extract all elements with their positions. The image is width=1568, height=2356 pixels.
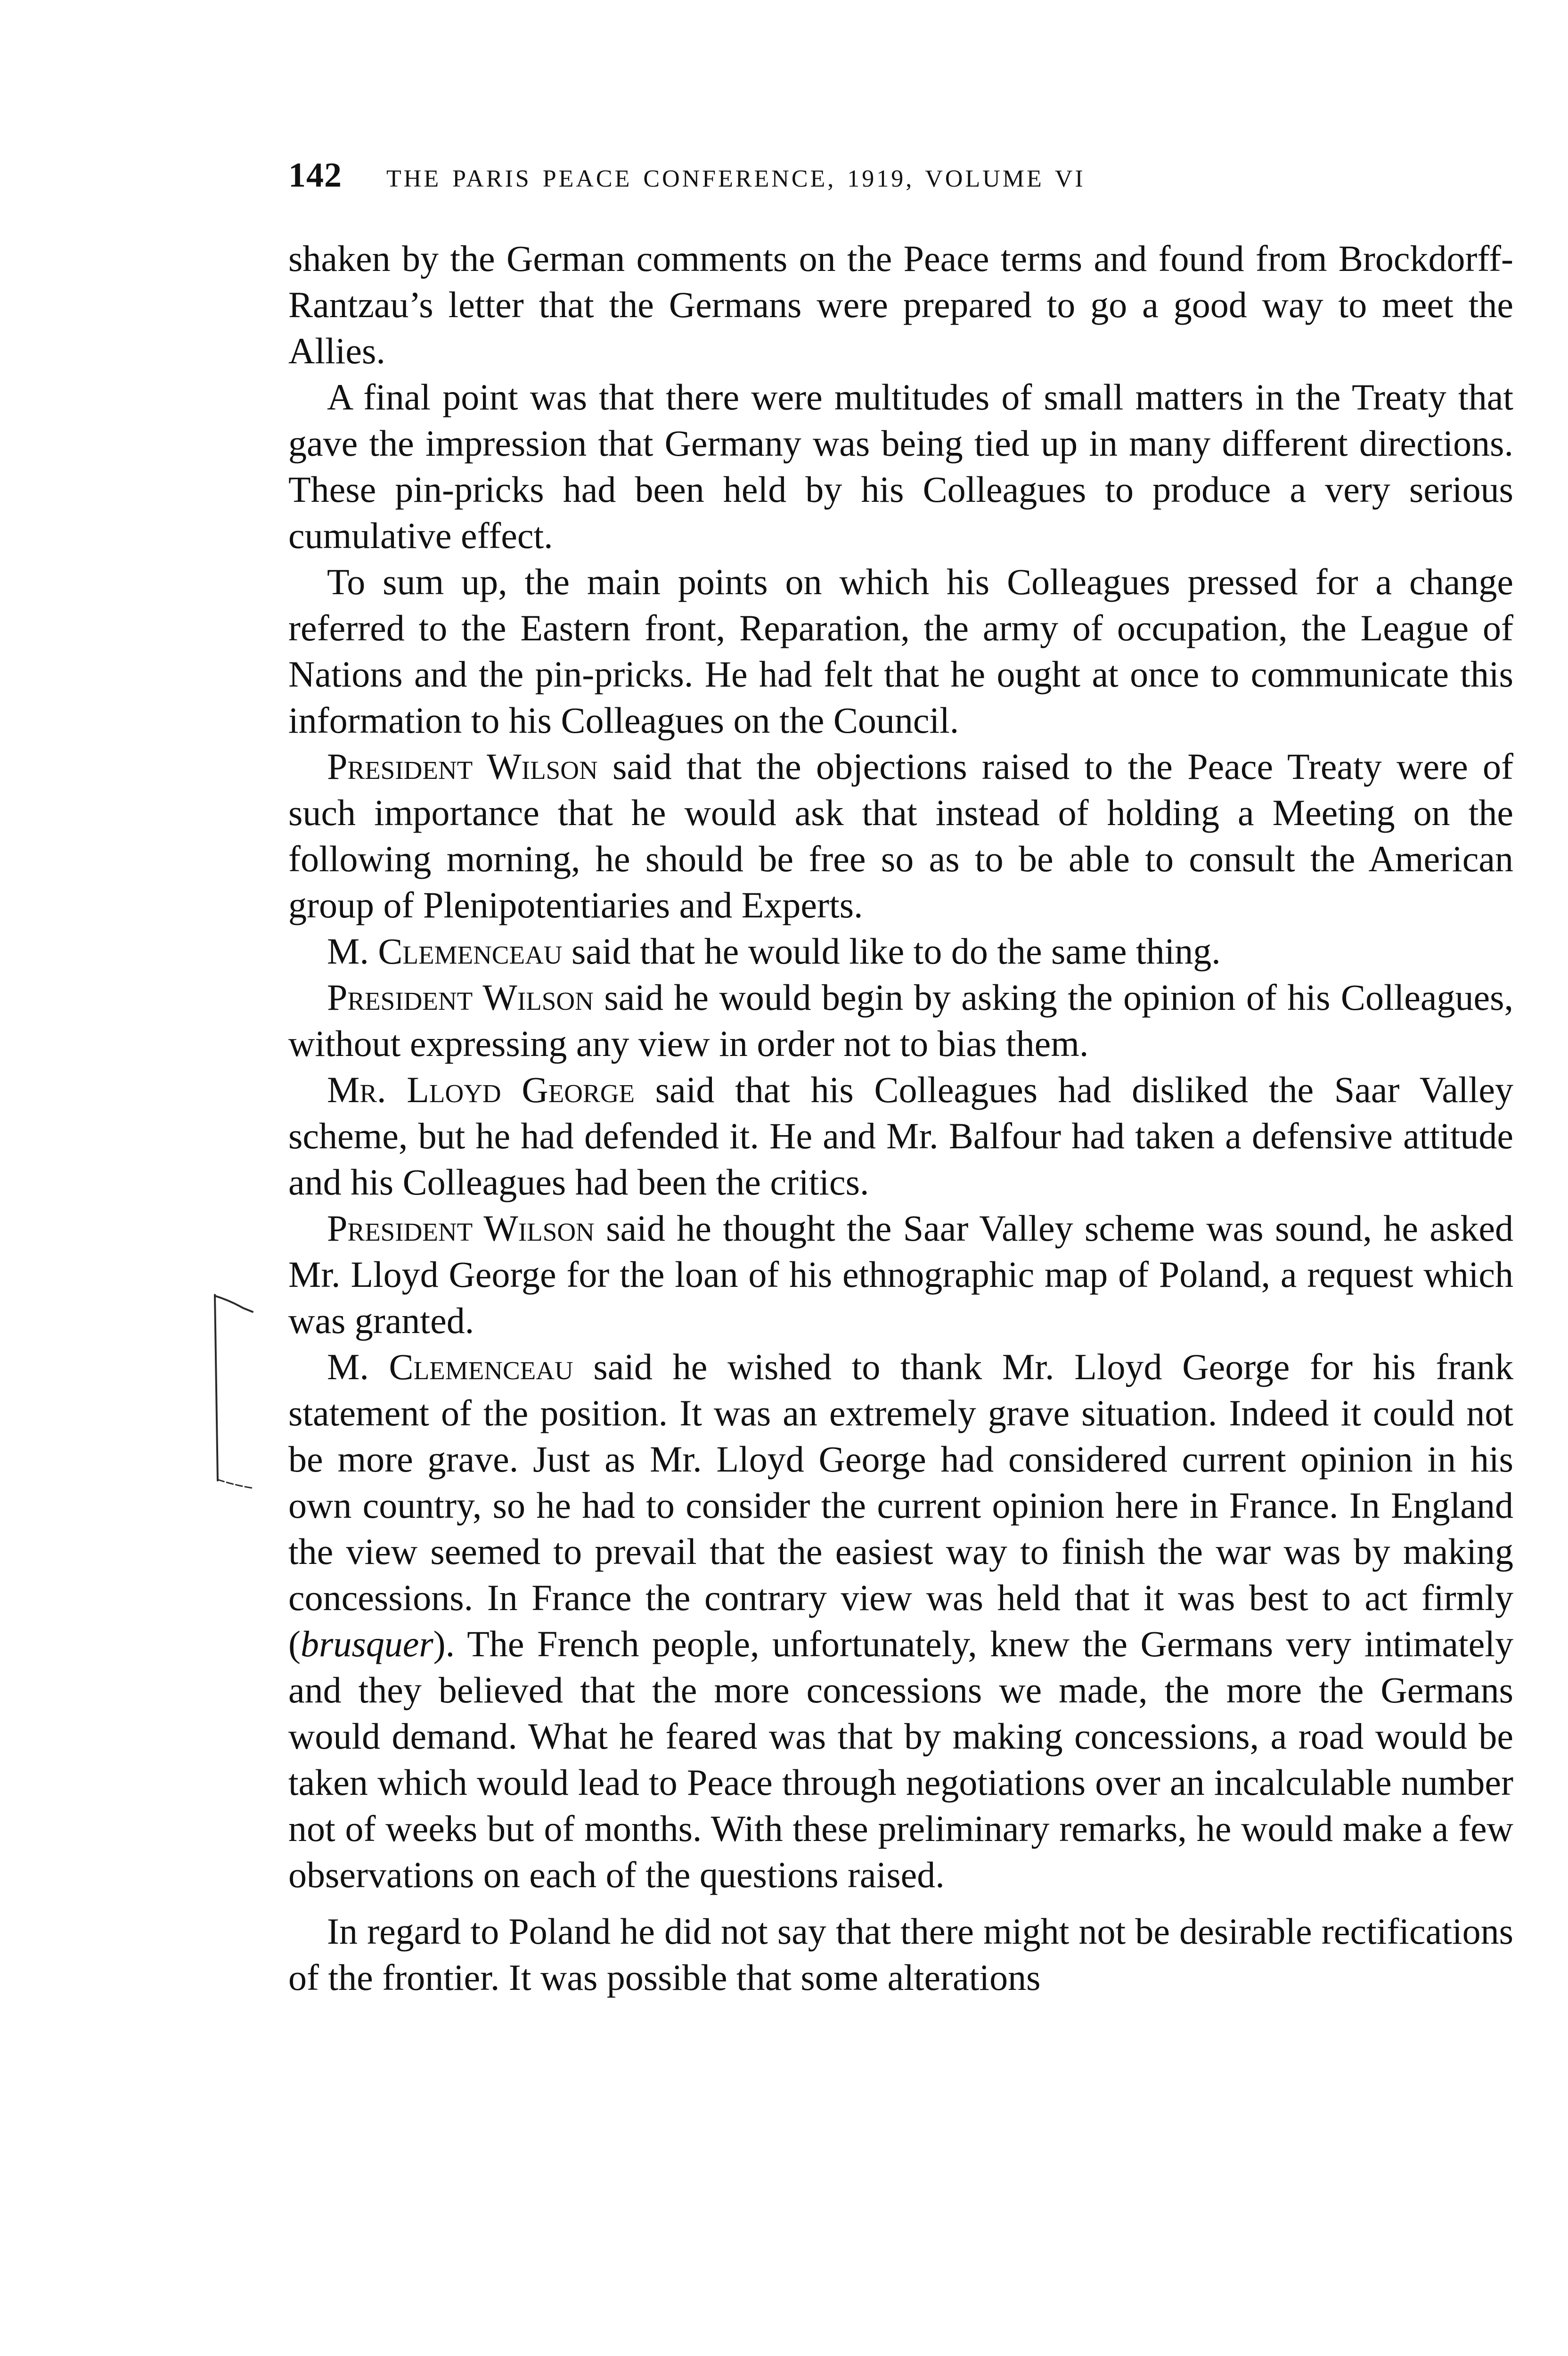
- paragraph: A final point was that there were multitudes of small matters in the Treaty that gave the impression that Germany was being tied up in many different directions. These pin-pricks had been held by his Colleagues to produce a very serious cumulative effect.: [288, 376, 1513, 556]
- page-number: 142: [288, 156, 342, 195]
- paragraph: [288, 928, 1513, 974]
- body-text: [288, 236, 1513, 2276]
- speech-text: said he thought the Saar Valley scheme was sound, he asked Mr. Lloyd George for the loan of his ethnographic map of Poland, a request which was granted.: [288, 1208, 1513, 1341]
- paragraph: [288, 1344, 1513, 1898]
- speaker-name: Mr. Lloyd George: [327, 1069, 635, 1110]
- speaker-name: President Wilson: [327, 1208, 595, 1249]
- running-header: [288, 155, 1513, 212]
- speaker-name: M. Clemenceau: [327, 1346, 573, 1387]
- paragraph: To sum up, the main points on which his Colleagues pressed for a change referred to the Eastern front, Reparation, the army of occupation, the League of Nations and the pin-pricks. He had felt that he ought at once to communicate this information to his Colleagues on the Council.: [288, 561, 1513, 741]
- speech-text: said that he would like to do the same thing.: [572, 931, 1221, 972]
- speaker-name: President Wilson: [327, 977, 594, 1018]
- paragraph: shaken by the German comments on the Peace terms and found from Brockdorff-Rantzau’s letter that the Germans were prepared to go a good way to meet the Allies.: [288, 238, 1513, 371]
- paragraph: [288, 1205, 1513, 1344]
- margin-bracket-mark: [183, 1291, 272, 1489]
- paragraph: [288, 974, 1513, 1067]
- speech-text: said that the objections raised to the Peace Treaty were of such importance that he would ask that instead of holding a Meeting on the following morning, he should be free so as to be able to consult the American group of Plenipotentiaries and Experts.: [288, 746, 1513, 925]
- paragraph: In regard to Poland he did not say that there might not be desirable rectifications of the frontier. It was possible that some alterations: [288, 1911, 1513, 1998]
- paragraph: [288, 744, 1513, 928]
- speech-text: said that his Colleagues had disliked the Saar Valley scheme, but he had defended it. He and Mr. Balfour had taken a defensive attitude and his Colleagues had been the critics.: [288, 1069, 1513, 1203]
- paragraph: [288, 1067, 1513, 1205]
- speaker-name: M. Clemenceau: [327, 931, 563, 972]
- speech-text: said he wished to thank Mr. Lloyd George for his frank statement of the position. It was an extremely grave situation. Indeed it could not be more grave. Just as Mr. Lloyd George had considered current opinion in his own country, so he had to consider the current opinion here in France. In England the view seemed to prevail that the easiest way to finish the war was by making concessions. In France the contrary view was held that it was best to act firmly (: [288, 1346, 1513, 1664]
- running-title: THE PARIS PEACE CONFERENCE, 1919, VOLUME VI: [386, 165, 1086, 192]
- speech-text: ). The French people, unfortunately, knew the Germans very intimately and they believed that the more concessions we made, the more the Germans would demand. What he feared was that by making concessions, a road would be taken which would lead to Peace through negotiations over an incalculable number not of weeks but of months. With these preliminary remarks, he would make a few observations on each of the questions raised.: [288, 1623, 1513, 1895]
- italic-term: brusquer: [300, 1623, 433, 1664]
- speech-text: said he would begin by asking the opinion of his Colleagues, without expressing any view in order not to bias them.: [288, 977, 1513, 1064]
- speaker-name: President Wilson: [327, 746, 598, 787]
